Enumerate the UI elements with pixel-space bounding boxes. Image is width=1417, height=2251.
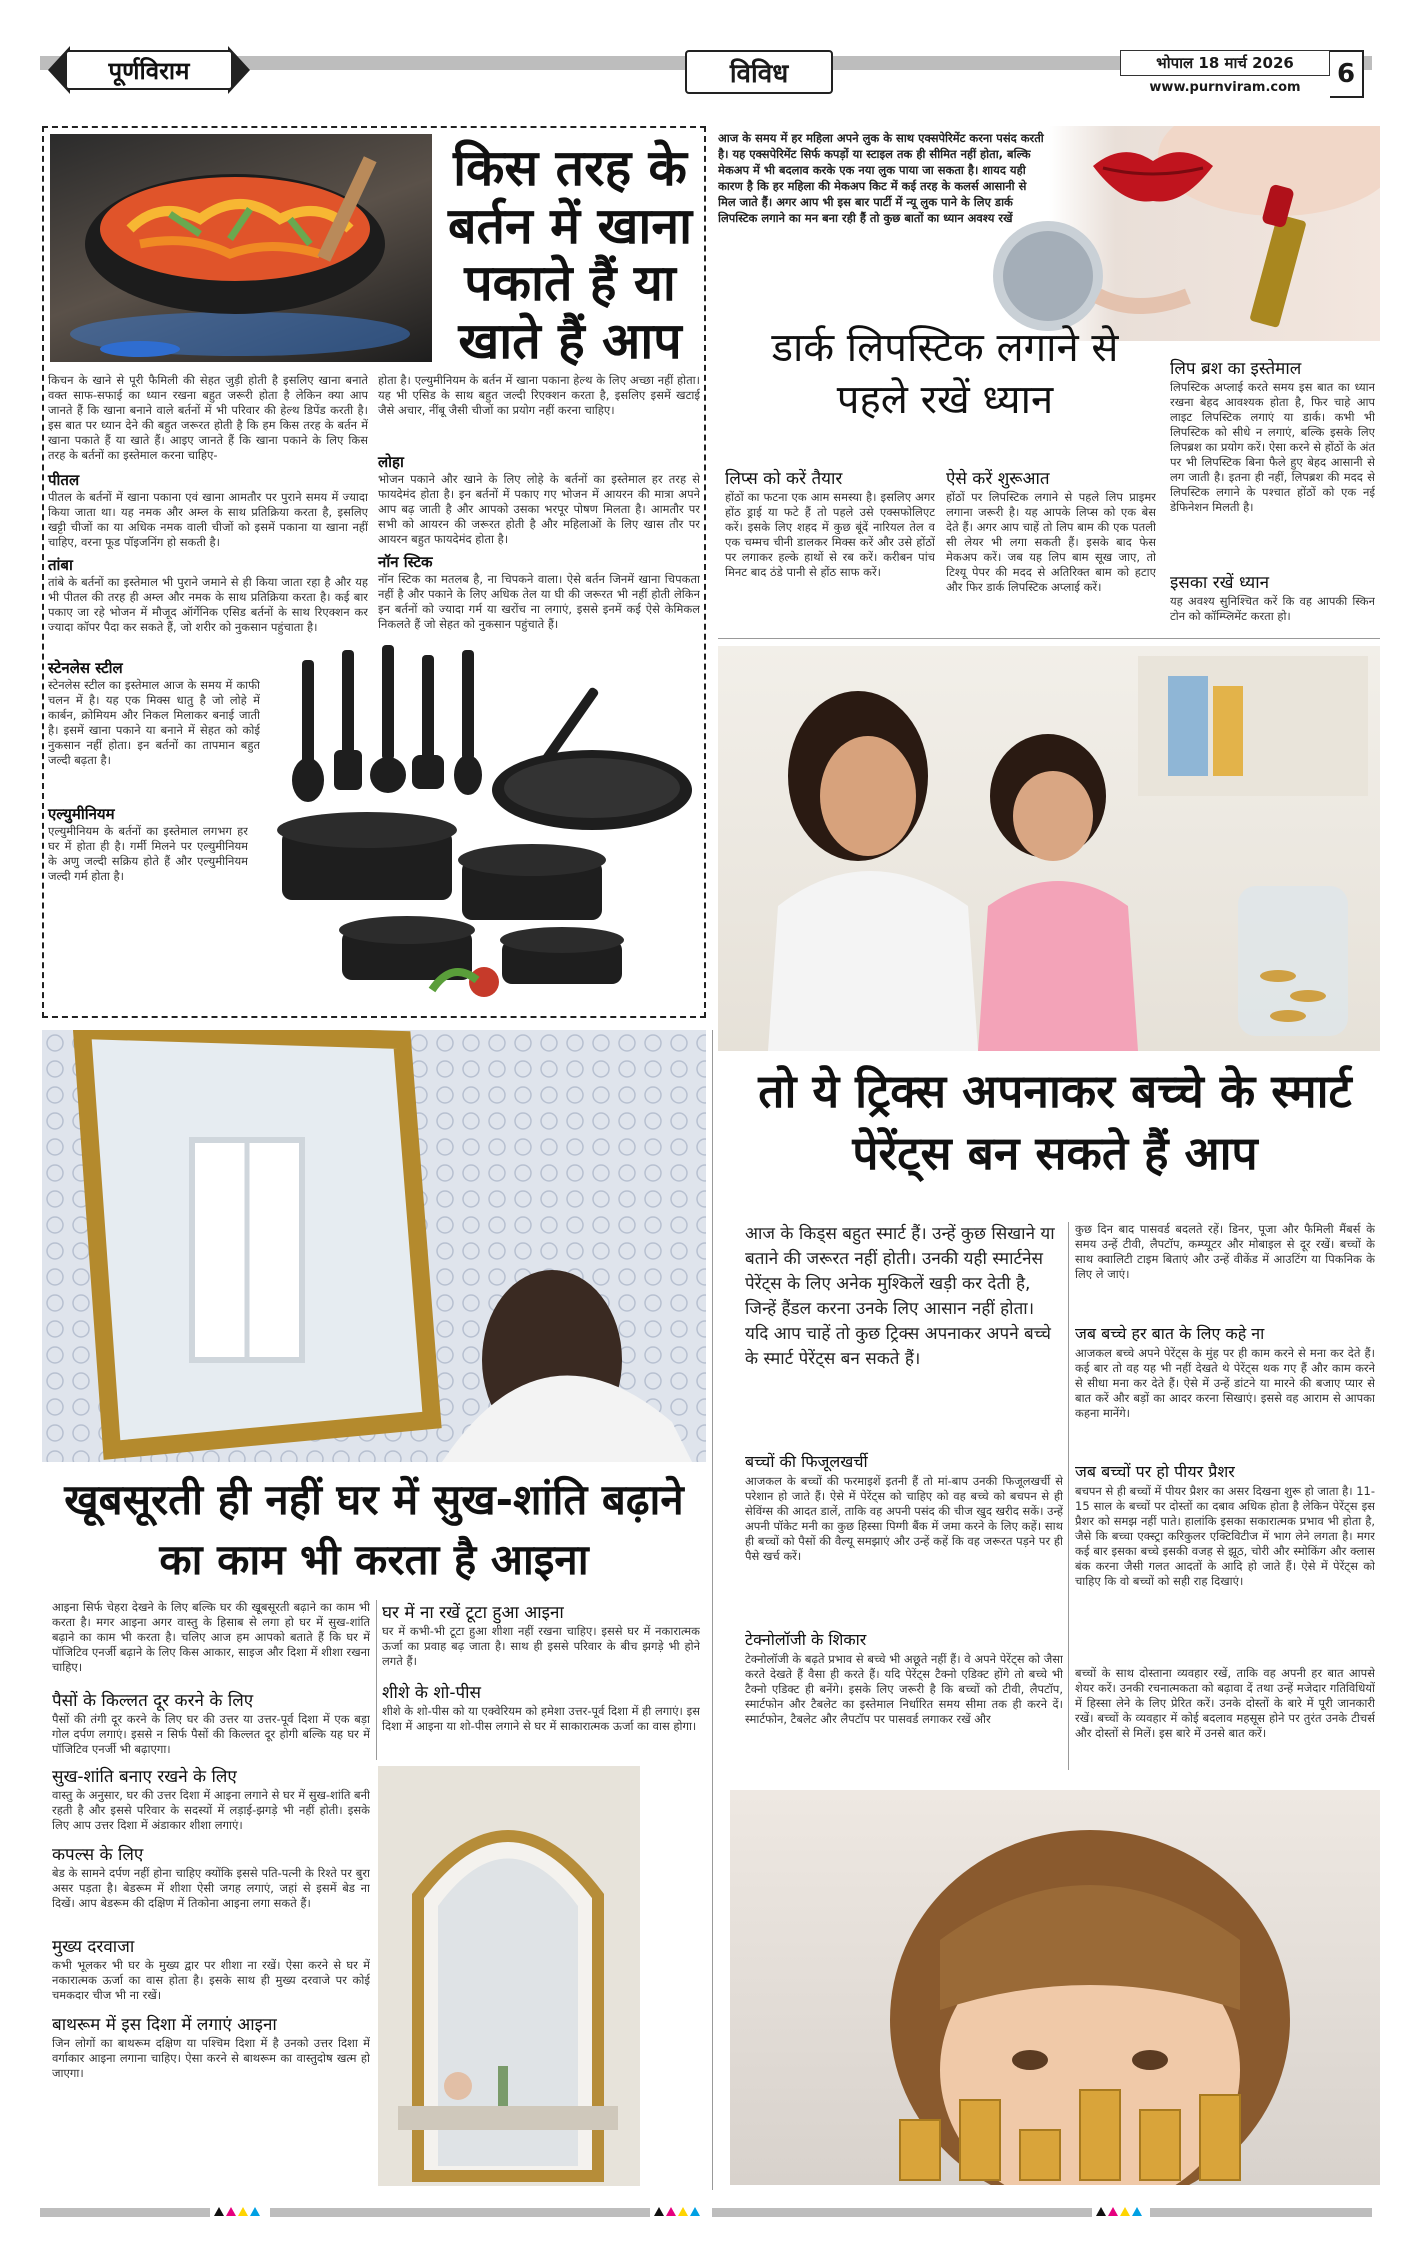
- pots-and-pans-illustration: [262, 640, 702, 1012]
- footer-bar: [712, 2208, 1092, 2217]
- parenting-headline: तो ये ट्रिक्स अपनाकर बच्चे के स्मार्ट पेरेंट्स बन सकते हैं आप: [758, 1064, 1352, 1180]
- cmyk-mark: [1096, 2207, 1106, 2216]
- subhead-bathroom: बाथरूम में इस दिशा में लगाएं आइना: [52, 2015, 277, 2035]
- subhead-broken-mirror: घर में ना रखें टूटा हुआ आइना: [382, 1603, 564, 1623]
- cmyk-mark: [678, 2207, 688, 2216]
- text-main-door: कभी भूलकर भी घर के मुख्य द्वार पर शीशा ना रखें। ऐसा करने से घर में नकारात्मक ऊर्जा का वास होता है। इसके साथ ही मुख्य दरवाजे पर कोई चमकदार चीज भी ना रखें।: [52, 1958, 370, 2002]
- cmyk-mark: [1120, 2207, 1130, 2216]
- text-technology: टेक्नोलॉजी के बढ़ते प्रभाव से बच्चे भी अछूते नहीं हैं। वे अपने पेरेंट्स को जैसा करते देखते हैं वैसा ही करते हैं। यदि पेरेंट्स टैक्नो एडिक्ट होंगे तो बच्चे भी टैक्नो एडिक्ट ही बनेंगे। इसके लिए जरूरी है कि बच्चों को टीवी, लैपटॉप, स्मार्टफोन और टैबलेट का इस्तेमाल निर्धारित समय सीमा तक ही करने दें। स्मार्टफोन, टैबलेट और लैपटॉप पर पासवर्ड लगाकर रखें और: [745, 1652, 1063, 1726]
- gold-arched-mirror-illustration: [378, 1766, 640, 2186]
- date-line: भोपाल 18 मार्च 2026: [1120, 50, 1330, 76]
- subhead-peace: सुख-शांति बनाए रखने के लिए: [52, 1767, 237, 1787]
- text-copper: तांबे के बर्तनों का इस्तेमाल भी पुराने जमाने से ही किया जाता रहा है और यह भी पीतल की तरह ही अम्ल और नमक के साथ प्रतिक्रिया करता है। कई बार पकाए जा रहे भोजन में मौजूद ऑर्गेनिक एसिड बर्तनों के साथ रिएक्शन कर ज्यादा कॉपर पैदा कर सकते हैं, जो शरीर को नुकसान पहुंचाता है।: [48, 575, 368, 634]
- subhead-aluminium: एल्युमीनियम: [48, 805, 115, 823]
- text-lip-brush: लिपस्टिक अप्लाई करते समय इस बात का ध्यान रखना बेहद आवश्यक होता है, फिर चाहे आप लाइट लिपस्टिक लगाएं या डार्क। कभी भी लिपस्टिक को सीधे न लगाएं, बल्कि इसके लिए लिपब्रश का प्रयोग करें। ऐसा करने से होंठों के अंत पर भी लिपस्टिक बिना फैले हुए बेहद आसानी से लग जाती है। इतना ही नहीं, लिपब्रश की मदद से लिपस्टिक लगाने के पश्चात होंठों को एक नई डेफिनेशन मिलती है।: [1170, 380, 1375, 514]
- text-care: यह अवश्य सुनिश्चित करें कि वह आपकी स्किन टोन को कॉम्प्लिमेंट करता हो।: [1170, 594, 1375, 623]
- subhead-nonstick: नॉन स्टिक: [378, 553, 433, 571]
- cmyk-mark: [1108, 2207, 1118, 2216]
- woman-holding-mirror-illustration: [42, 1030, 706, 1462]
- text-bathroom: जिन लोगों का बाथरूम दक्षिण या पश्चिम दिशा में है उनको उत्तर दिशा में वर्गाकार आइना लगाना चाहिए। ऐसा करने से बाथरूम का वास्तुदोष खत्म हो जाएगा।: [52, 2036, 370, 2080]
- cmyk-mark: [654, 2207, 664, 2216]
- subhead-peer-pressure: जब बच्चों पर हो पीयर प्रैशर: [1075, 1462, 1235, 1481]
- cmyk-mark: [1132, 2207, 1142, 2216]
- subhead-copper: तांबा: [48, 556, 73, 574]
- subhead-care: इसका रखें ध्यान: [1170, 573, 1270, 593]
- subhead-technology: टेक्नोलॉजी के शिकार: [745, 1630, 867, 1649]
- text-broken-mirror: घर में कभी-भी टूटा हुआ शीशा नहीं रखना चाहिए। इससे घर में नकारात्मक ऊर्जा का प्रवाह बढ़ जाता है। साथ ही इससे परिवार के बीच झगड़े भी होने लगते हैं।: [382, 1624, 700, 1668]
- girl-with-coins-photo: [730, 1790, 1380, 2185]
- subhead-prepare-lips: लिप्स को करें तैयार: [725, 469, 843, 489]
- text-steel: स्टेनलेस स्टील का इस्तेमाल आज के समय में काफी चलन में है। यह एक मिक्स धातु है जो लोहे में कार्बन, क्रोमियम और निकल मिलाकर बनाई जाती है। इसमें खाना पकाने या बनाने में सेहत को कोई नुकसान नहीं होता। इन बर्तनों का तापमान बहुत जल्दी बढ़ता है।: [48, 678, 260, 767]
- mirror-intro: आइना सिर्फ चेहरा देखने के लिए बल्कि घर की खूबसूरती बढ़ाने का काम भी करता है। मगर आइना अगर वास्तु के हिसाब से लगा हो घर में सुख-शांति बढ़ाने का काम भी करता है। चलिए आज हम आपको बताते हैं कि घर में पॉजिटिव एनर्जी बढ़ाने के लिए किस आकार, साइज और दिशा में शीशा रखना चाहिए।: [52, 1600, 370, 1674]
- cmyk-mark: [250, 2207, 260, 2216]
- text-aluminium-cont: होता है। एल्युमीनियम के बर्तन में खाना पकाना हेल्थ के लिए अच्छा नहीं होता। यह भी एसिड के साथ बहुत जल्दी रिएक्शन करता है, इसलिए इसमें खटाई जैसे अचार, नींबू जैसी चीजों का प्रयोग नहीं करना चाहिए।: [378, 373, 700, 417]
- text-money: पैसों की तंगी दूर करने के लिए घर की उत्तर या उत्तर-पूर्व दिशा में एक बड़ा गोल दर्पण लगाएं। इससे न सिर्फ पैसों की किल्लत दूर होगी बल्कि यह घर में पॉजिटिव एनर्जी भी बढ़ाएगा।: [52, 1712, 370, 1756]
- footer-bar: [40, 2208, 210, 2217]
- lipstick-headline: डार्क लिपस्टिक लगाने से पहले रखें ध्यान: [771, 325, 1119, 423]
- cookware-intro: किचन के खाने से पूरी फैमिली की सेहत जुड़ी होती है इसलिए खाना बनाते वक्त साफ-सफाई का ध्यान रखना बहुत जरूरी होता है लेकिन क्या आप जानते हैं कि खाना बनाने वाले बर्तनों में भी परिवार की हेल्थ डिपेंड करती है। इस बात पर ध्यान देने की बहुत जरूरत होती है कि हम किस तरह के बर्तन में खाना पकाते हैं या खाते हैं। आइए जानते हैं कि खाना पकाने के लिए किस तरह के बर्तनों का इस्तेमाल करना चाहिए-: [48, 373, 368, 462]
- text-nonstick: नॉन स्टिक का मतलब है, ना चिपकने वाला। ऐसे बर्तन जिनमें खाना चिपकता नहीं है और पकाने के लिए अधिक तेल या घी की जरूरत भी नहीं होती लेकिन इन बर्तनों को ज्यादा गर्म या खरोंच ना लगाएं, इससे इनमें कई ऐसे केमिकल निकलते हैं जो सेहत को नुकसान पहुंचाते हैं।: [378, 572, 700, 631]
- text-glass-showpiece: शीशे के शो-पीस को या एक्वेरियम को हमेशा उत्तर-पूर्व दिशा में ही लगाएं। इस दिशा में आइना या शो-पीस लगाने से घर में साकारात्मक ऊर्जा का वास होगा।: [382, 1704, 700, 1733]
- wok-vegetables-illustration: [50, 134, 432, 362]
- lipstick-intro: आज के समय में हर महिला अपने लुक के साथ एक्सपेरिमेंट करना पसंद करती है। यह एक्सपेरिमेंट सिर्फ कपड़ों या स्टाइल तक ही सीमित नहीं होता, बल्कि मेकअप में भी बदलाव करके एक नया लुक पाया जा सकता है। शायद यही कारण है कि हर महिला की मेकअप किट में कई तरह के कलर्स आसानी से मिल जाते हैं। अगर आप भी इस बार पार्टी में न्यू लुक पाने के लिए डार्क लिपस्टिक लगाने का मन बना रही हैं तो कुछ बातों का ध्यान अवश्य रखें: [718, 131, 1044, 225]
- text-couples: बेड के सामने दर्पण नहीं होना चाहिए क्योंकि इससे पति-पत्नी के रिश्ते पर बुरा असर पड़ता है। बेडरूम में शीशा ऐसी जगह लगाएं, जहां से इसमें बेड ना दिखें। आप बेडरूम की दक्षिण में तिकोना आइना लगा सकते हैं।: [52, 1866, 370, 1910]
- text-prepare-lips: होंठों का फटना एक आम समस्या है। इसलिए अगर होंठ ड्राई या फटे हैं तो पहले उसे एक्सफोलिएट करें। इसके लिए शहद में कुछ बूंदें नारियल तेल व एक चम्मच चीनी डालकर मिक्स करें और उसे होंठों पर लगाकर हल्के हाथों से रब करें। करीबन पांच मिनट बाद ठंडे पानी से होंठ साफ करें।: [725, 490, 935, 579]
- text-peace: वास्तु के अनुसार, घर की उत्तर दिशा में आइना लगाने से घर में सुख-शांति बनी रहती है और इससे परिवार के सदस्यों में लड़ाई-झगड़े भी नहीं होती। इसके लिए आप उत्तर दिशा में अंडाकार शीशा लगाएं।: [52, 1788, 370, 1832]
- cookware-headline: किस तरह के बर्तन में खाना पकाते हैं या खाते हैं आप: [447, 139, 693, 370]
- text-technology-cont: कुछ दिन बाद पासवर्ड बदलते रहें। डिनर, पूजा और फैमिली मैंबर्स के समय उन्हें टीवी, लैपटॉप, कम्प्यूटर और मोबाइल से दूर रखें। बच्चों के साथ क्वालिटी टाइम बिताएं और उन्हें वीकेंड में आउटिंग या पिकनिक के लिए ले जाएं।: [1075, 1222, 1375, 1281]
- mother-child-coins-illustration: [718, 646, 1380, 1051]
- section-title: विविध: [685, 50, 833, 94]
- website-url[interactable]: www.purnviram.com: [1149, 80, 1301, 95]
- subhead-steel: स्टेनलेस स्टील: [48, 659, 123, 677]
- page-number: 6: [1330, 50, 1364, 98]
- mirror-headline: खूबसूरती ही नहीं घर में सुख-शांति बढ़ाने का काम भी करता है आइना: [64, 1475, 684, 1584]
- subhead-main-door: मुख्य दरवाजा: [52, 1937, 135, 1957]
- subhead-spending: बच्चों की फिजूलखर्ची: [745, 1452, 868, 1471]
- subhead-brass: पीतल: [48, 471, 80, 489]
- column-divider: [712, 1030, 713, 2190]
- subhead-glass-showpiece: शीशे के शो-पीस: [382, 1683, 482, 1703]
- text-peer-pressure: बचपन से ही बच्चों में पीयर प्रैशर का असर दिखना शुरू हो जाता है। 11-15 साल के बच्चों पर दोस्तों का दबाव अधिक होता है लेकिन पेरेंट्स इस प्रैशर को समझ नहीं पाते। हालांकि इसका सकारात्मक प्रभाव भी होता है, जैसे कि बच्चा एक्स्ट्रा करिकुलर एक्टिविटीज में भाग लेने लगता है। मगर कई बार इसका बच्चे इसकी वजह से झूठ, चोरी और स्मोकिंग और क्लास बंक करना जैसी गलत आदतों के आदि हो जाते हैं। ऐसे में पेरेंट्स को चाहिए कि वो बच्चों को सही राह दिखाएं।: [1075, 1484, 1375, 1588]
- ornate-mirror-photo: [378, 1766, 640, 2186]
- cmyk-mark: [690, 2207, 700, 2216]
- subhead-iron: लोहा: [378, 453, 404, 471]
- subhead-saying-no: जब बच्चे हर बात के लिए कहे ना: [1075, 1324, 1265, 1343]
- text-spending: आजकल के बच्चों की फरमाइशें इतनी हैं तो मां-बाप उनकी फिजूलखर्ची से परेशान हो जाते हैं। ऐसे में पेरेंट्स को चाहिए को वह बच्चे को बचपन से ही सेविंग्स की आदत डालें, ताकि वह अपनी पसंद की चीज खुद खरीद सकें। उन्हें अपनी पॉकेट मनी का कुछ हिस्सा पिग्गी बैंक में जमा करने के लिए कहें। साथ ही बच्चों को पैसों की वैल्यू समझाएं और उन्हें कहें कि वह जरूरत पड़ने पर ही पैसे खर्च करें।: [745, 1474, 1063, 1563]
- girl-peeking-coins-illustration: [730, 1790, 1380, 2185]
- footer-bar: [1150, 2208, 1372, 2217]
- text-iron: भोजन पकाने और खाने के लिए लोहे के बर्तनों का इस्तेमाल हर तरह से फायदेमंद होता है। इन बर्तनों में पकाए गए भोजन में आयरन की मात्रा अपने आप बढ़ जाती है और आपको उसका भरपूर पोषण मिलता है। आमतौर पर सभी को आयरन की जरूरत होती है और महिलाओं के लिए खास तौर पर आयरन बहुत फायदेमंद होता है।: [378, 472, 700, 546]
- parenting-intro: आज के किड्स बहुत स्मार्ट हैं। उन्हें कुछ सिखाने या बताने की जरूरत नहीं होती। उनकी यही स्मार्टनेस पेरेंट्स के लिए अनेक मुश्किलें खड़ी कर देती है, जिन्हें हैंडल करना उनके लिए आसान नहीं होता। यदि आप चाहें तो कुछ ट्रिक्स अपनाकर अपने बच्चे के स्मार्ट पेरेंट्स बन सकते हैं।: [745, 1224, 1055, 1369]
- subhead-start: ऐसे करें शुरूआत: [946, 469, 1050, 489]
- stir-fry-photo: [50, 134, 432, 362]
- subhead-couples: कपल्स के लिए: [52, 1845, 144, 1865]
- mother-daughter-photo: [718, 646, 1380, 1051]
- cmyk-mark: [238, 2207, 248, 2216]
- cmyk-mark: [214, 2207, 224, 2216]
- text-aluminium: एल्युमीनियम के बर्तनों का इस्तेमाल लगभग हर घर में होता ही है। गर्मी मिलने पर एल्युमीनियम के अणु जल्दी सक्रिय होते हैं और एल्युमीनियम जल्दी गर्म होता है।: [48, 824, 248, 883]
- text-start: होंठों पर लिपस्टिक लगाने से पहले लिप प्राइमर लगाना जरूरी है। यह आपके लिप्स को एक बेस देते हैं। अगर आप चाहें तो लिप बाम की एक पतली सी लेयर भी लगा सकती हैं। इसके बाद फेस मेकअप करें। जब यह लिप बाम सूख जाए, तो टिश्यू पेपर की मदद से अतिरिक्त बाम को हटाए और फिर डार्क लिपस्टिक अप्लाई करें।: [946, 490, 1156, 594]
- mirror-woman-photo: [42, 1030, 706, 1462]
- cookware-set-photo: [262, 640, 702, 1012]
- text-peer-pressure-cont: बच्चों के साथ दोस्ताना व्यवहार रखें, ताकि वह अपनी हर बात आपसे शेयर करें। उनकी रचनात्मकता को बढ़ावा दें तथा उन्हें मजेदार गतिविधियों में हिस्सा लेने के लिए प्रेरित करें। उनके दोस्तों के बारे में पूरी जानकारी रखें। बच्चों के व्यवहार में कोई बदलाव महसूस होने पर तुरंत उनके टीचर्स और दोस्तों से मिलें। इस बारे में उनसे बात करें।: [1075, 1666, 1375, 1740]
- text-brass: पीतल के बर्तनों में खाना पकाना एवं खाना आमतौर पर पुराने समय में ज्यादा किया जाता था। यह नमक और अम्ल के साथ प्रतिक्रिया करता है, इसलिए खट्टी चीजों का या अधिक नमक वाली चीजों को इसमें पकाना या खाना नहीं चाहिए, वरना फूड पॉइजनिंग हो सकती है।: [48, 490, 368, 549]
- column-divider: [1068, 1222, 1069, 1770]
- logo[interactable]: पूर्णविराम: [65, 50, 233, 90]
- subhead-money: पैसों के किल्लत दूर करने के लिए: [52, 1691, 254, 1711]
- cmyk-mark: [226, 2207, 236, 2216]
- section-divider: [718, 638, 1380, 639]
- footer-bar: [270, 2208, 650, 2217]
- text-saying-no: आजकल बच्चे अपने पेरेंट्स के मुंह पर ही काम करने से मना कर देते हैं। कई बार तो वह यह भी नहीं देखते थे पेरेंट्स थक गए हैं और काम करने से सीधा मना कर देते हैं। ऐसे में उन्हें डांटने या मारने की बजाए प्यार से बात करें और बड़ों का आदर करना सिखाएं। इससे वह आराम से आपका कहना मानेंगे।: [1075, 1346, 1375, 1420]
- subhead-lip-brush: लिप ब्रश का इस्तेमाल: [1170, 359, 1302, 379]
- cmyk-mark: [666, 2207, 676, 2216]
- column-divider: [376, 1600, 377, 1760]
